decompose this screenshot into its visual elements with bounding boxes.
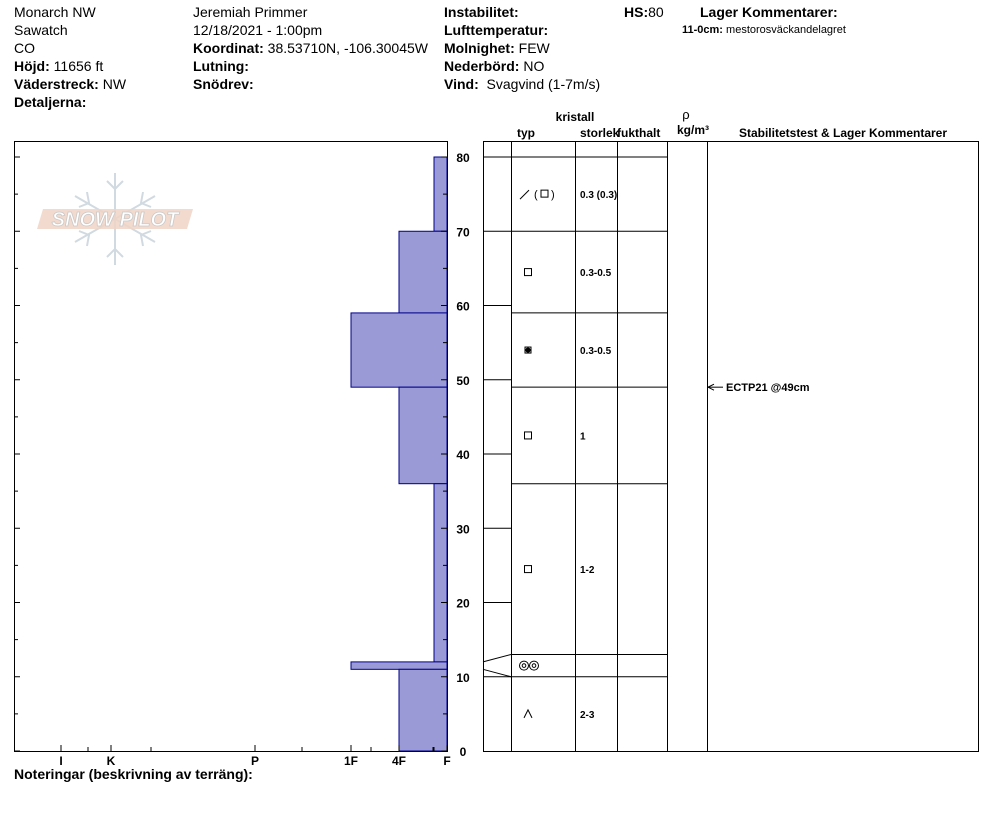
elevation-value: 11656 ft	[53, 58, 104, 74]
depth-tick-label: 0	[459, 745, 467, 759]
hardness-tick-label: F	[443, 754, 451, 768]
col-header-crystal: kristall	[555, 110, 595, 124]
hs-label: HS:	[624, 4, 649, 20]
precip-label: Nederbörd:	[444, 58, 520, 74]
hardness-bar	[351, 313, 447, 387]
details-label: Detaljerna:	[14, 94, 87, 110]
hardness-bar	[351, 662, 447, 669]
col-header-type: typ	[517, 126, 535, 140]
sky-value: FEW	[518, 40, 550, 56]
layer-comments-label: Lager Kommentarer:	[700, 4, 838, 20]
hardness-bars	[351, 157, 447, 751]
grain-layer-connector	[483, 669, 511, 676]
layer-comment-range: 11-0cm:	[682, 24, 723, 36]
instability-label: Instabilitet:	[444, 4, 519, 20]
col-header-rho: ρ	[682, 107, 690, 122]
hardness-plot-frame	[15, 142, 448, 752]
grain-layer-connector	[483, 654, 511, 661]
depth-tick-label: 40	[456, 448, 470, 462]
hardness-axis	[59, 745, 450, 768]
depth-tick-label: 50	[456, 373, 470, 388]
hs-value: 80	[648, 4, 664, 20]
coordinates-value: 38.53710N, -106.30045W	[267, 40, 428, 56]
depth-tick-label: 30	[456, 522, 470, 537]
wind-value: Svagvind (1-7m/s)	[486, 76, 601, 92]
hardness-bar	[399, 387, 447, 484]
drift-label: Snödrev:	[193, 76, 254, 92]
grain-size-label: 2-3	[580, 709, 595, 721]
depth-hoar-icon	[524, 710, 532, 718]
grain-table	[483, 142, 979, 752]
col-header-stability: Stabilitetstest & Lager Kommentarer	[738, 126, 948, 140]
hardness-bar	[434, 484, 447, 662]
grain-size-label: 1-2	[580, 565, 595, 577]
stability-note	[708, 382, 810, 394]
svg-text:): )	[551, 189, 555, 202]
hardness-tick-label: I	[59, 754, 63, 768]
hardness-bar	[399, 231, 447, 313]
hardness-tick-label: K	[106, 754, 116, 768]
col-header-density-unit: kg/m³	[676, 123, 710, 137]
depth-tick-label: 60	[456, 299, 470, 314]
state-name: CO	[14, 40, 35, 56]
layer-comment-text: mestorosväckandelagret	[726, 24, 846, 36]
range-name: Sawatch	[14, 22, 68, 38]
observer-name: Jeremiah Primmer	[193, 4, 308, 20]
hardness-tick-label: P	[250, 754, 260, 768]
rounding-faceted-icon	[525, 347, 531, 353]
sky-label: Molnighet:	[444, 40, 515, 56]
grain-size-label: 0.3 (0.3)	[580, 190, 618, 202]
faceted-icon	[525, 566, 532, 573]
grain-size-label: 0.3-0.5	[580, 268, 612, 280]
grain-size-label: 1	[580, 431, 586, 443]
col-header-size: storlek	[580, 126, 620, 140]
aspect-value: NW	[102, 76, 127, 92]
svg-text:(: (	[534, 189, 538, 202]
faceted-icon	[525, 432, 532, 439]
airtemp-label: Lufttemperatur:	[444, 22, 549, 38]
depth-tick-label: 10	[456, 670, 470, 685]
watermark-text: SNOW PILOT	[51, 209, 179, 231]
precip-decomp-faceted-icon	[520, 189, 555, 201]
depth-tick-label: 20	[456, 596, 470, 611]
location-name: Monarch NW	[14, 4, 96, 20]
precip-value: NO	[523, 58, 545, 74]
aspect-label: Väderstreck:	[14, 76, 99, 92]
grain-size-label: 0.3-0.5	[580, 346, 612, 358]
col-header-moisture: fukthalt	[617, 126, 661, 140]
depth-tick-label: 70	[456, 225, 470, 240]
hardness-tick-label: 4F	[391, 754, 407, 768]
wind-label: Vind:	[444, 76, 479, 92]
melt-freeze-icon	[520, 661, 539, 670]
hardness-tick-label: 1F	[343, 754, 359, 768]
hardness-bar	[399, 669, 447, 751]
slope-label: Lutning:	[193, 58, 249, 74]
snowpilot-logo	[37, 173, 193, 265]
elevation-label: Höjd:	[14, 58, 50, 74]
stability-note-text: ECTP21 @49cm	[726, 382, 810, 395]
depth-tick-label: 80	[456, 151, 470, 165]
faceted-icon	[525, 269, 532, 276]
grain-table-frame	[484, 142, 979, 752]
observation-datetime: 12/18/2021 - 1:00pm	[193, 22, 323, 38]
notes-label: Noteringar (beskrivning av terräng):	[14, 766, 253, 782]
coordinates-label: Koordinat:	[193, 40, 264, 56]
